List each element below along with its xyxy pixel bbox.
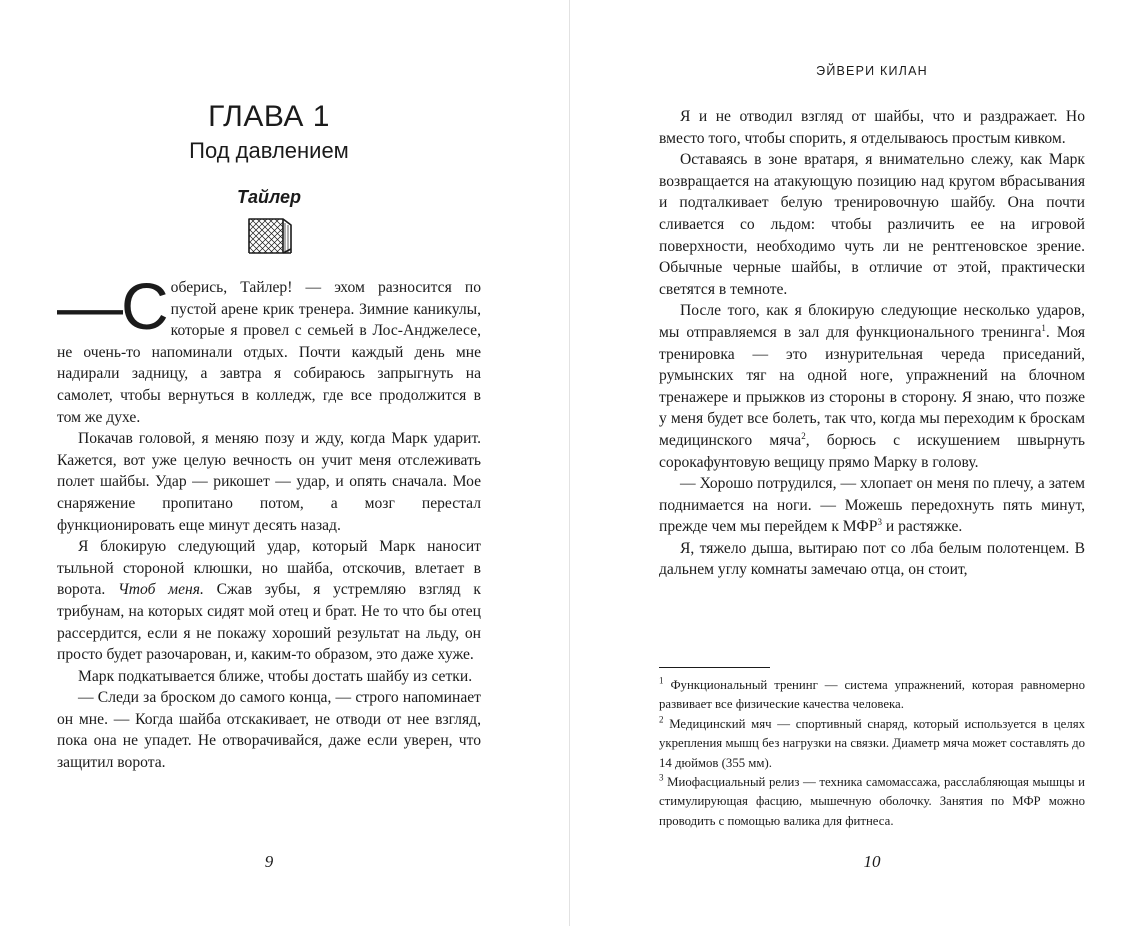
footnote-ref: 1	[1041, 322, 1046, 333]
page-gutter	[569, 0, 570, 926]
page-number: 10	[863, 852, 881, 871]
paragraph: Я и не отводил взгляд от шайбы, что и раздражает. Но вместо того, чтобы спорить, я отделываюсь простым кивком.	[659, 108, 1085, 147]
paragraph: Я, тяжело дыша, вытираю пот со лба белым полотенцем. В дальнем углу комнаты замечаю отца, он стоит,	[659, 539, 1085, 579]
paragraph: — Следи за броском до самого конца, — строго напоминает он мне. — Когда шайба отскакивает, не отводи от нее взгляд, пока она не упадет. Не отворачивайся, даже если уверен, что защитил ворота.	[57, 689, 481, 772]
footnote-rule	[659, 667, 770, 668]
page-number: 9	[264, 852, 274, 871]
right-body-text	[659, 106, 1085, 581]
paragraph: Марк подкатывается ближе, чтобы достать шайбу из сетки.	[78, 667, 473, 685]
left-page	[57, 0, 481, 926]
footnote: $^3$ Миофасциальный релиз — техника самомассажа, расслабляющая мышцы и стимулирующая фасцию, мышечную оболочку. Занятия по МФР можно проводить с помощью валика для фитнеса.	[659, 772, 1085, 828]
hockey-goal-icon	[243, 213, 295, 257]
paragraph: Оставаясь в зоне вратаря, я внимательно слежу, как Марк возвращается на атакующую позицию над кругом вбрасывания и подталкивает белую тренировочную шайбу. Она почти сливается со льдом: чтобы различить ее на игровой поверхности, необходимо чуть ли не рентгеновское зрение. Обычные черные шайбы, в отличие от этой, практически светятся в темноте.	[659, 151, 1085, 298]
running-head: ЭЙВЕРИ КИЛАН	[816, 64, 928, 78]
right-page	[659, 0, 1085, 926]
paragraph: После того, как я блокирую следующие несколько ударов, мы отправляемся в зал для функционального тренинга$^1$. Моя тренировка — это изнурительная череда приседаний, румынских тяг на одной ноге, упражнений на блочном тренажере и прыжков из стороны в сторону. Я знаю, что позже у меня будет все болеть, так что, когда мы переходим к броскам медицинского мяча$^2$, борюсь с искушением швырнуть сорокафунтовую вещицу прямо Марку в голову.	[659, 302, 1085, 471]
footnote: $^1$ Функциональный тренинг — система упражнений, которая равномерно развивает все физические качества человека.	[659, 675, 1085, 712]
paragraph: — Хорошо потрудился, — хлопает он меня по плечу, а затем поднимается на ноги. — Можешь передохнуть пять минут, прежде чем мы перейдем к МФР$^3$ и растяжке.	[659, 475, 1085, 536]
paragraph: Я блокирую следующий удар, который Марк наносит тыльной стороной клюшки, но шайба, отскочив, влетает в ворота. Чтоб меня. Сжав зубы, я устремляю взгляд к трибунам, на которых сидят мой отец и брат. Не то что бы отец рассердится, если я не покажу хороший результат на льду, он просто будет разочарован, и, каким-то образом, это даже хуже.	[57, 538, 482, 664]
chapter-subtitle: Под давлением	[189, 138, 349, 163]
pov-character-name: Тайлер	[237, 187, 301, 207]
paragraph: Покачав головой, я меняю позу и жду, когда Марк ударит. Кажется, вот уже целую вечность он учит меня отслеживать полет шайбы. Удар — рикошет — удар, и опять сначала. Мое снаряжение пропитано потом, а мозг перестал функционировать еще минут десять назад.	[57, 430, 481, 534]
left-body-text	[57, 269, 482, 774]
footnote: $^2$ Медицинский мяч — спортивный снаряд, который используется в целях укрепления мышц без нагрузки на связки. Диаметр мяча может составлять до 14 дюймов (355 мм).	[659, 714, 1085, 770]
drop-cap: —С	[57, 269, 167, 343]
paragraph: —С оберись, Тайлер! — эхом разносится по пустой арене крик тренера. Зимние каникулы, которые я провел с семьей в Лос-Анджелесе, не очень-то напоминали отдых. Почти каждый день мне надирали задницу, а завтра я собираюсь запрыгнуть на самолет, чтобы вернуться в колледж, где все продолжится в том же духе.	[57, 269, 481, 426]
footnotes	[659, 676, 1085, 831]
chapter-title: ГЛАВА 1	[208, 100, 330, 133]
footnote-ref: 3	[877, 517, 882, 528]
footnote-ref: 2	[801, 430, 806, 441]
